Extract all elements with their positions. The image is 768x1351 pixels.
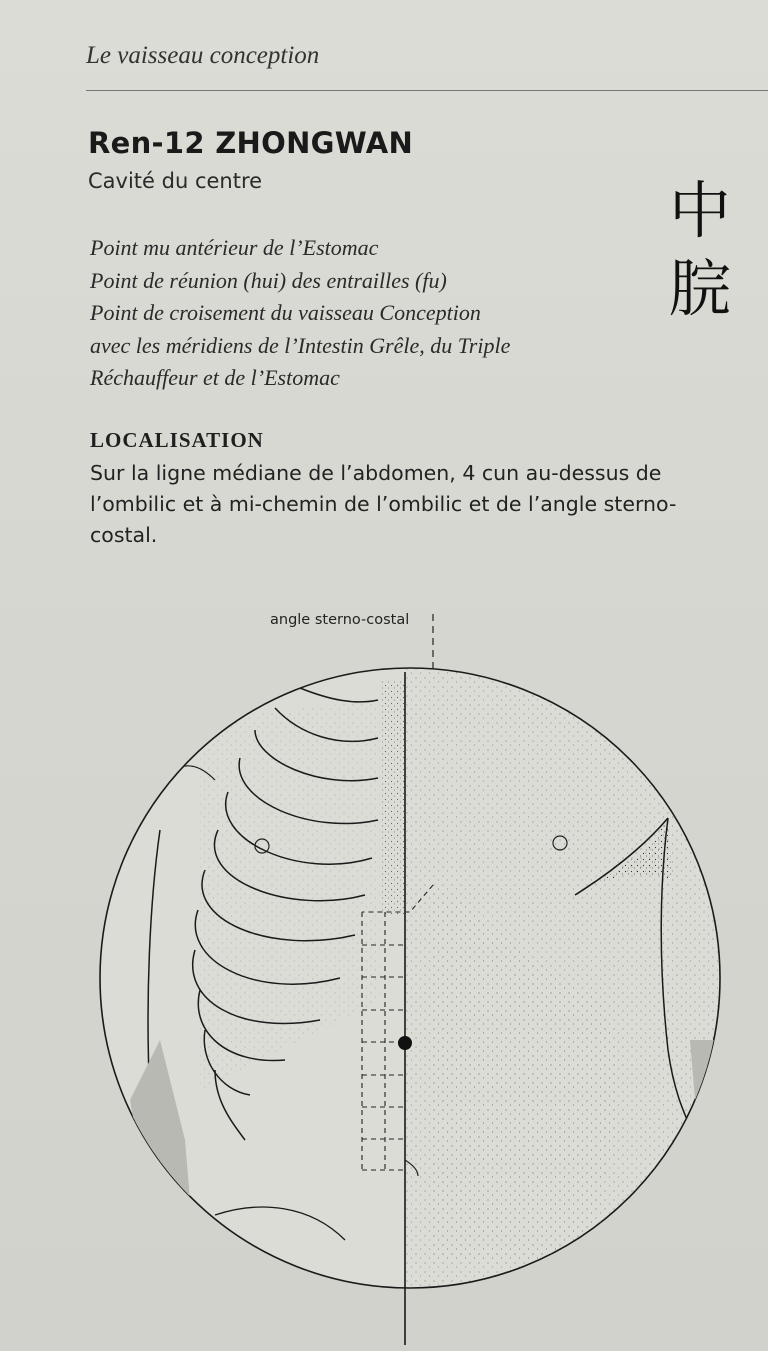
property-line: avec les méridiens de l’Intestin Grêle, du Triple	[90, 332, 511, 358]
property-line: Point mu antérieur de l’Estomac	[90, 235, 379, 260]
header-rule	[86, 90, 768, 91]
localisation-text	[90, 458, 740, 551]
localisation-line: costal.	[90, 523, 158, 547]
property-line: Point de réunion (hui) des entrailles (fu)	[90, 267, 447, 293]
running-head: Le vaisseau conception	[86, 42, 320, 69]
sterno-costal-label: angle sterno-costal	[270, 612, 410, 628]
property-line: Point de croisement du vaisseau Conception	[90, 300, 481, 325]
point-properties	[90, 232, 590, 395]
hanzi-wan: 脘	[668, 252, 731, 325]
point-title: Ren-12 ZHONGWAN	[88, 126, 414, 160]
chinese-characters	[660, 172, 740, 328]
localisation-line: Sur la ligne médiane de l’abdomen, 4 cun au-dessus de	[90, 461, 662, 485]
property-line: Réchauffeur et de l’Estomac	[90, 365, 340, 390]
hanzi-zhong: 中	[668, 174, 731, 247]
localisation-heading: LOCALISATION	[90, 428, 264, 452]
point-subtitle: Cavité du centre	[88, 169, 263, 193]
anatomy-illustration	[0, 590, 768, 1351]
localisation-line: l’ombilic et à mi-chemin de l’ombilic et de l’angle sterno-	[90, 492, 677, 516]
acupoint-marker	[398, 1036, 412, 1050]
